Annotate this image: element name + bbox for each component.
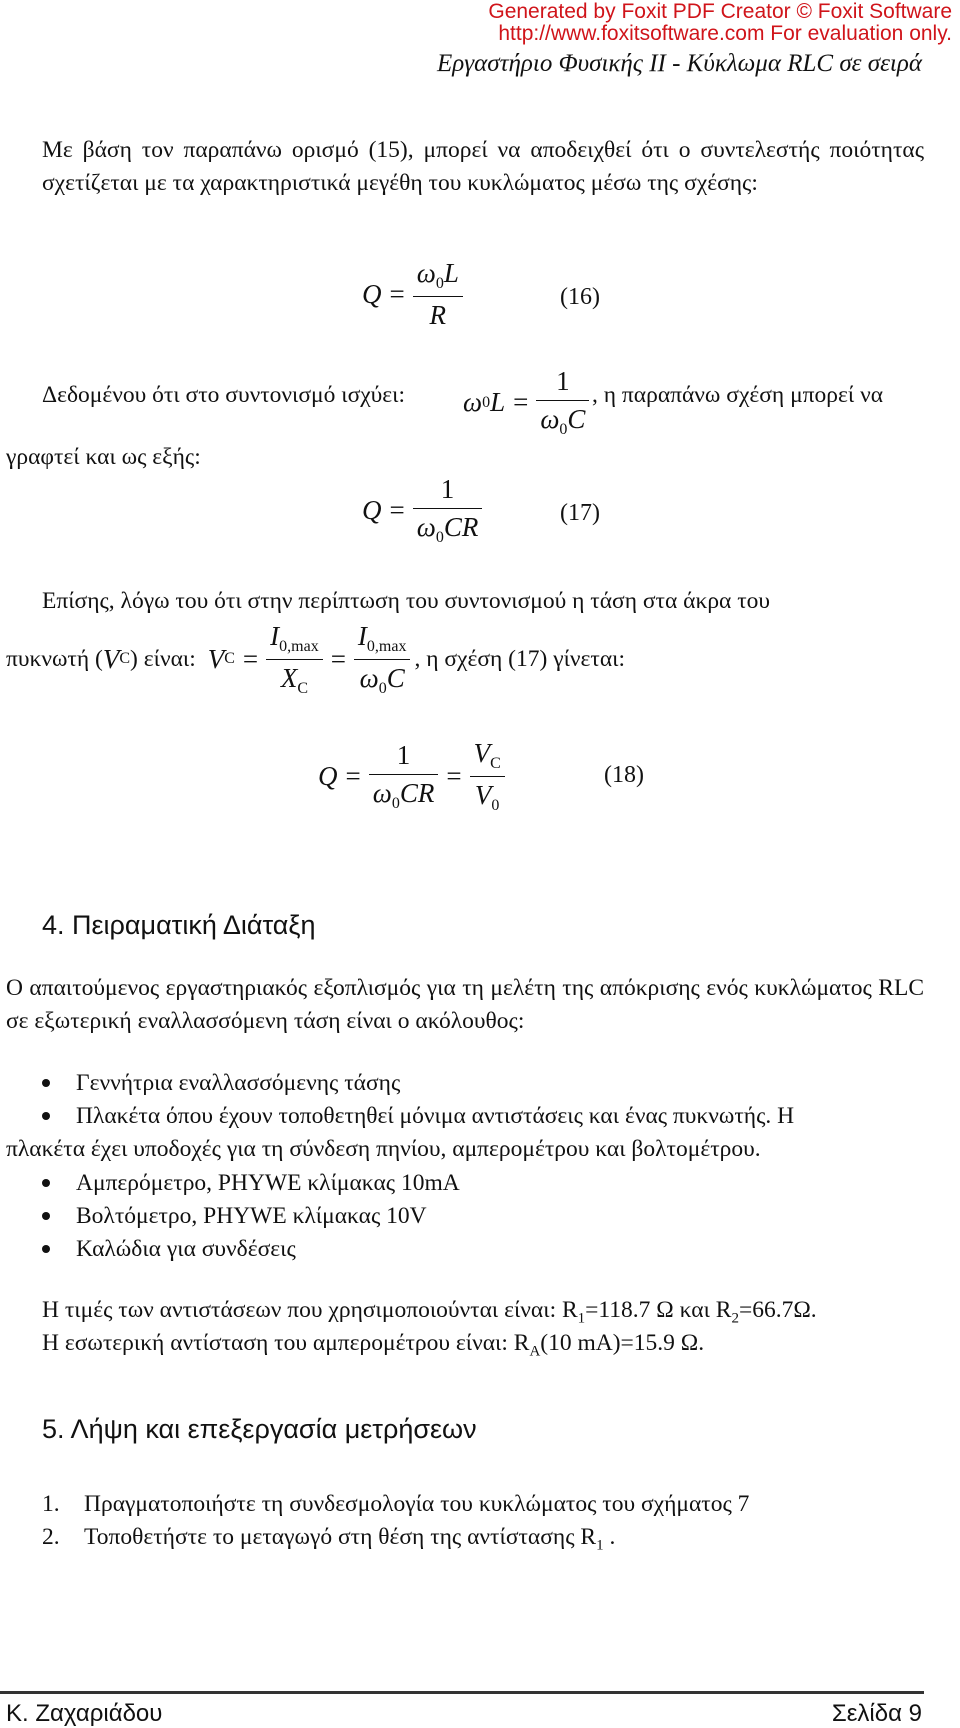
eq17-den-var: CR <box>443 512 479 542</box>
cap-f1-den: X <box>280 662 298 693</box>
eq17-equals: = <box>389 495 405 525</box>
section-4-heading: 4. Πειραματική Διάταξη <box>42 910 316 940</box>
cap-fraction-2 <box>354 621 411 698</box>
footer-author: Κ. Ζαχαριάδου <box>6 1700 163 1727</box>
eq18-f1-den-sub: 0 <box>391 795 400 812</box>
eq16-fraction <box>413 258 463 331</box>
eq17-den-sub: 0 <box>435 529 444 546</box>
equipment-item-5-text: Καλώδια για συνδέσεις <box>76 1236 296 1262</box>
equipment-item-2-text: Πλακέτα όπου έχουν τοποθετηθεί μόνιμα αντιστάσεις και ένας πυκνωτής. Η <box>76 1103 795 1129</box>
footer-page-number: Σελίδα 9 <box>831 1700 922 1727</box>
eq17-num: 1 <box>440 474 455 504</box>
r2-sub: 2 <box>731 1310 739 1327</box>
res-lhs-var: L <box>490 387 506 417</box>
eq18-equals-2: = <box>446 761 462 791</box>
bullet-icon <box>42 1212 50 1220</box>
res-den-sub: 0 <box>559 421 568 438</box>
equation-16 <box>362 258 463 331</box>
res-equals: = <box>513 387 529 417</box>
resonance-equation <box>463 366 589 439</box>
eq16-equals: = <box>389 279 405 309</box>
ammeter-line <box>42 1330 704 1361</box>
res-den-omega: ω <box>540 404 560 434</box>
eq18-fraction-2 <box>470 738 505 815</box>
cap-equals-1: = <box>242 643 259 674</box>
equipment-item-3-text: Αμπερόμετρο, PHYWE κλίμακας 10mA <box>76 1170 460 1196</box>
cap-f2-den-omega: ω <box>359 662 379 693</box>
step-2-number: 2. <box>42 1524 60 1550</box>
equipment-item-1 <box>42 1070 400 1097</box>
eq16-lhs: Q <box>362 279 382 309</box>
resonance-text-after: , η παραπάνω σχέση μπορεί να <box>592 382 884 408</box>
r1-sub: 1 <box>577 1310 586 1327</box>
eq17-fraction <box>413 474 483 547</box>
cap-f1-num: I <box>270 620 280 651</box>
resonance-text-before: Δεδομένου ότι στο συντονισμό ισχύει: <box>42 382 406 408</box>
cap-lhs: V <box>207 643 225 674</box>
cap-prefix: πυκνωτή ( <box>6 645 103 672</box>
step-2 <box>42 1524 615 1555</box>
equipment-item-3 <box>42 1170 460 1197</box>
step-1-text: Πραγματοποιήστε τη συνδεσμολογία του κυκλώματος του σχήματος 7 <box>84 1491 750 1517</box>
eq18-f1-den-omega: ω <box>372 778 392 808</box>
cap-suffix: , η σχέση (17) γίνεται: <box>414 645 626 672</box>
running-head: Εργαστήριο Φυσικής ΙΙ - Κύκλωμα RLC σε σειρά <box>437 50 922 77</box>
res-fraction <box>536 366 589 439</box>
equipment-item-1-text: Γεννήτρια εναλλασσόμενης τάσης <box>76 1070 401 1096</box>
eq17-den-omega: ω <box>416 512 436 542</box>
equation-17 <box>362 474 482 547</box>
ra-value: (10 mA)=15.9 Ω. <box>540 1330 705 1356</box>
eq18-lhs: Q <box>318 761 338 791</box>
eq18-f1-den-var: CR <box>399 778 435 808</box>
cap-v: V <box>102 643 120 674</box>
step-2-sub: 1 <box>596 1537 604 1554</box>
step-1-number: 1. <box>42 1491 60 1517</box>
eq16-den: R <box>429 300 447 330</box>
equation-18 <box>318 738 505 815</box>
cap-lhs-sub: C <box>224 650 235 667</box>
step-2-text: Τοποθετήστε το μεταγωγό στη θέση της αντίστασης R <box>84 1524 597 1550</box>
eq18-f1-num: 1 <box>396 740 411 770</box>
section-4-paragraph: Ο απαιτούμενος εργαστηριακός εξοπλισμός για τη μελέτη της απόκρισης ενός κυκλώματος RLC σε εξωτερική εναλλασσόμενη τάση είναι ο ακόλουθος: <box>6 975 924 1034</box>
resistances-text: Η τιμές των αντιστάσεων που χρησιμοποιούνται είναι: R <box>42 1297 578 1323</box>
cap-f1-den-sub: C <box>297 679 308 697</box>
cap-f1-num-sub: 0,max <box>279 637 319 655</box>
cap-v-sub: C <box>119 650 131 667</box>
eq18-f2-den: V <box>474 780 492 810</box>
cap-f2-den-sub: 0 <box>378 679 387 697</box>
capacitor-line1: Επίσης, λόγω του ότι στην περίπτωση του συντονισμού η τάση στα άκρα του <box>42 588 771 614</box>
eq16-num-var: L <box>443 258 459 288</box>
foxit-watermark-line2: http://www.foxitsoftware.com For evaluation only. <box>498 22 952 45</box>
res-num: 1 <box>556 366 570 396</box>
eq16-label: (16) <box>560 284 600 310</box>
cap-f2-num-sub: 0,max <box>366 637 407 655</box>
bullet-icon <box>42 1179 50 1187</box>
eq17-label: (17) <box>560 500 600 526</box>
r1-value: =118.7 Ω και R <box>585 1297 732 1323</box>
equipment-item-4-text: Βολτόμετρο, PHYWE κλίμακας 10V <box>76 1203 427 1229</box>
equipment-item-2 <box>42 1103 794 1130</box>
res-lhs-sub: 0 <box>482 393 491 411</box>
step-2-tail: . <box>603 1524 616 1550</box>
foxit-watermark-line1: Generated by Foxit PDF Creator © Foxit Software <box>488 0 952 23</box>
eq18-f2-num: V <box>473 738 491 768</box>
resonance-text-next-line: γραφτεί και ως εξής: <box>6 444 201 470</box>
footer-rule <box>0 1691 924 1694</box>
eq18-f2-den-sub: 0 <box>491 797 500 814</box>
eq17-lhs: Q <box>362 495 382 525</box>
eq16-num-omega: ω <box>416 258 436 288</box>
eq18-f2-num-sub: C <box>490 755 501 772</box>
capacitor-line2 <box>6 620 625 698</box>
bullet-icon <box>42 1079 50 1087</box>
equipment-item-4 <box>42 1203 427 1230</box>
r2-value: =66.7Ω. <box>738 1297 817 1323</box>
ra-sub: A <box>529 1343 541 1360</box>
cap-f2-den-var: C <box>386 662 405 693</box>
cap-fraction-1 <box>266 621 323 698</box>
eq18-label: (18) <box>604 762 644 788</box>
equipment-item-2-continuation: πλακέτα έχει υποδοχές για τη σύνδεση πηνίου, αμπερομέτρου και βολτομέτρου. <box>6 1136 761 1162</box>
cap-mid: ) είναι: <box>130 645 196 672</box>
bullet-icon <box>42 1245 50 1253</box>
bullet-icon <box>42 1112 50 1120</box>
cap-equals-2: = <box>330 643 346 674</box>
eq18-equals-1: = <box>345 761 361 791</box>
resistances-line <box>42 1297 817 1328</box>
intro-paragraph: Με βάση τον παραπάνω ορισμό (15), μπορεί να αποδειχθεί ότι ο συντελεστής ποιότητας σχετίζεται με τα χαρακτηριστικά μεγέθη του κυκλώματος μέσω της σχέσης: <box>42 137 924 196</box>
res-den-var: C <box>567 404 586 434</box>
cap-f2-num: I <box>357 620 367 651</box>
eq18-fraction-1 <box>369 740 439 813</box>
equipment-item-5 <box>42 1236 296 1263</box>
res-lhs-omega: ω <box>463 387 483 417</box>
section-5-heading: 5. Λήψη και επεξεργασία μετρήσεων <box>42 1414 477 1444</box>
step-1 <box>42 1491 749 1518</box>
eq16-num-sub: 0 <box>435 275 444 292</box>
ammeter-text: Η εσωτερική αντίσταση του αμπερομέτρου είναι: R <box>42 1330 530 1356</box>
